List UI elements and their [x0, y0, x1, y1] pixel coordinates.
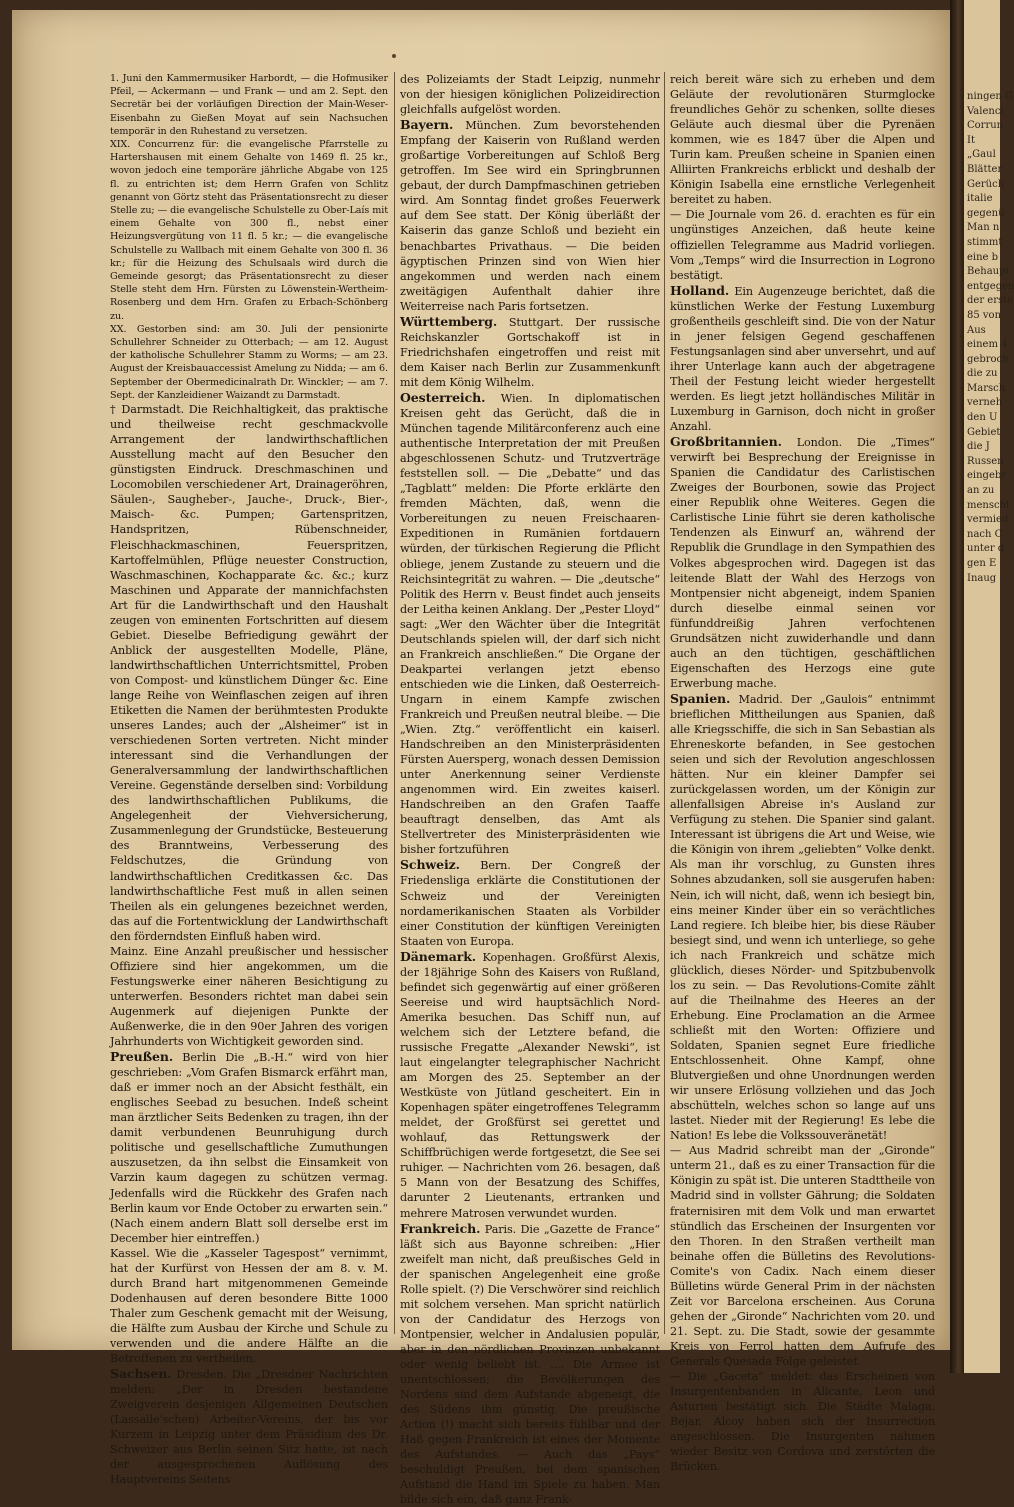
next-page-fragment-line: ningen G [967, 91, 1014, 102]
next-page-fragment-line: It [967, 134, 975, 146]
article-sachsen [110, 1366, 388, 1487]
heading-spanien: Spanien. [670, 690, 731, 706]
next-page-fragment-line: Behaupt [967, 266, 1010, 278]
text-frankreich: Paris. Die „Gazette de France“ läßt sich aus Bayonne schreiben: „Hier zweifelt man nicht, daß preußisches Geld in der spanischen Angelegenheit eine große Rolle spielt. (?) Die Verschwörer sind reichlich mit solchem versehen. Man spricht natürlich von der Candidatur des Herzogs von Montpensier, welcher in Andalusien populär, aber in den nördlichen Provinzen unbekannt oder wenig beliebt ist. .... Die Armee ist unentschlossen; die Bevölkerungen des Nordens sind dem Aufstande abgeneigt, die des Südens ihm günstig. Die preußische Action (!) macht sich bereits fühlbar und der Haß gegen Frankreich ist eines der Momente des Aufstandes. — Auch das „Pays“ beschuldigt Preußen, bei dem spanischen Aufstand die Hand im Spiele zu haben. Man bilde sich ein, daß ganz Frank- [400, 1222, 660, 1507]
text-spanien: Madrid. Der „Gaulois“ entnimmt brieflichen Mittheilungen aus Spanien, daß alle Kriegsschiffe, die sich in San Sebastian als Ehreneskorte befanden, in See gestochen seien und sich der Revolution angeschlossen hätten. Nur ein kleiner Dampfer sei zurückgelassen worden, um der Königin zur allenfallsigen Abreise in's Ausland zur Verfügung zu stehen. Die Spanier sind galant. Interessant ist übrigens die Art und Weise, wie die Königin von ihrem „geliebten“ Volke denkt. Als man ihr vorschlug, zu Gunsten ihres Sohnes abzudanken, soll sie ausgerufen haben: Nein, ich will nicht, daß, wenn ich besiegt bin, eins meiner Kinder über ein so verächtliches Land regiere. Ich bleibe hier, bis diese Räuber besiegt sind, und wenn ich unterliege, so gehe ich nach Frankreich und schätze mich glücklich, dieses Nörder- und Spitzbubenvolk los zu sein. — Das Revolutions-Comite zählt auf die Theilnahme des Heeres an der Erhebung. Eine Proclamation an die Armee schließt mit den Worten: Offiziere und Soldaten, Spanien segnet Eure friedliche Entschlossenheit. Ohne Kampf, ohne Blutvergießen und ohne Unordnungen werden wir unsere Erlösung vollziehen und das Joch abschütteln, welches schon so lange auf uns lastet. Nieder mit der Regierung! Es lebe die Nation! Es lebe die Volkssouveränetät! [670, 692, 935, 1143]
column-divider-2 [664, 72, 665, 1334]
article-journale: — Die Journale vom 26. d. erachten es für ein ungünstiges Anzeichen, daß heute keine offiziellen Telegramme aus Madrid vorliegen. Vom „Temps“ wird die Insurrection in Logrono bestätigt. [670, 208, 935, 282]
next-page-fragment-line: Russen [967, 455, 1004, 467]
heading-holland: Holland. [670, 282, 730, 298]
heading-preussen: Preußen. [110, 1049, 174, 1065]
next-page-fragment-line: menschl [967, 499, 1010, 511]
next-page-fragment-line: die zu [967, 368, 998, 380]
article-grossbritannien [670, 434, 935, 691]
next-page-fragment-line: Aus [967, 324, 986, 336]
article-appointments: 1. Juni den Kammermusiker Harbordt, — die Hofmusiker Pfeil, — Ackermann — und Frank — und am 2. Sept. den Secretär bei der vorläufigen Direction der Main-Weser-Eisenbahn zu Gießen Moyat auf sein Nachsuchen temporär in den Ruhestand zu versetzen. [110, 73, 388, 137]
article-frankreich-cont: reich bereit wäre sich zu erheben und dem Geläute der revolutionären Sturmglocke freundliches Gehör zu schenken, sollte dieses Geläute auch diesmal über die Pyrenäen kommen, wie es 1847 über die Alpen und Turin kam. Preußen scheine in Spanien einen Alliirten Frankreichs erblickt und deshalb der Königin Isabella eine ernstliche Verlegenheit bereitet zu haben. [670, 73, 935, 207]
next-page-fragment-line: den U [967, 412, 998, 424]
next-page-fragment-line: eingebr [967, 470, 1007, 482]
article-holland [670, 283, 935, 434]
next-page-fragment-line: Corrun [967, 120, 1004, 132]
column-divider-1 [394, 72, 395, 1334]
next-page-fragment-line: gegenü [967, 207, 1005, 219]
article-spanien [670, 691, 935, 1143]
heading-daenemark: Dänemark. [400, 948, 477, 964]
next-page-fragment-line: unter d [967, 543, 1005, 555]
article-leipzig-cont: des Polizeiamts der Stadt Leipzig, nunmehr von der hiesigen königlichen Polizeidirection gleichfalls aufgelöst worden. [400, 73, 660, 117]
text-grossbritannien: London. Die „Times“ verwirft bei Besprechung der Ereignisse in Spanien die Candidatur des Carlistischen Zweiges der Bourbonen, sowie das Project einer Republik ohne Weiteres. Gegen die Carlistische Linie führt sie deren katholische Tendenzen als Einwurf an, während der Republik die Grundlage in den Sympathien des Volkes abgesprochen wird. Dagegen ist das leitende Blatt der Wahl des Herzogs von Montpensier nicht abgeneigt, indem Spanien durch dieselbe einmal seinen vor fünfunddreißig Jahren verfochtenen Grundsätzen nicht zuwiderhandle und dann auch an den tüchtigen, geschäftlichen Eigenschaften des Herzogs eine gute Erwerbung mache. [670, 436, 935, 690]
text-daenemark: Kopenhagen. Großfürst Alexis, der 18jährige Sohn des Kaisers von Rußland, befindet sich gegenwärtig auf einer größeren Seereise und wird hauptsächlich Nord-Amerika besuchen. Das Schiff nun, auf welchem sich der Letztere befand, die russische Fregatte „Alexander Newski“, ist laut eingelangter telegraphischer Nachricht am Morgen des 25. September an der Westküste von Jütland gescheitert. Ein in Kopenhagen später eingetroffenes Telegramm meldet, der Großfürst sei gerettet und wohlauf, das Rettungswerk der Schiffbrüchigen werde fortgesetzt, die See sei ruhiger. — Nachrichten vom 26. besagen, daß 5 Mann von der Besatzung des Schiffes, darunter 2 Lieutenants, ertranken und mehrere Matrosen verwundet wurden. [400, 950, 660, 1220]
next-page-fragment-line: Man n [967, 222, 1000, 234]
next-page-fragment-line: nach C [967, 528, 1003, 540]
article-bayern [400, 117, 660, 314]
article-schweiz [400, 857, 660, 948]
next-page-fragment-line: gen E [967, 558, 997, 569]
text-schweiz: Bern. Der Congreß der Friedensliga erklärte die Constitutionen der Schweiz und der Vereinigten nordamerikanischen Staaten als Vorbilder einer Constitution der künftigen Vereinigten Staaten von Europa. [400, 859, 660, 948]
next-page-fragment-line: Gerüch [967, 178, 1005, 190]
next-page-fragment-line: die J [967, 441, 990, 453]
article-wuerttemberg [400, 314, 660, 390]
next-page-fragment-line: eine b [967, 251, 999, 263]
article-mainz: Mainz. Eine Anzahl preußischer und hessischer Offiziere sind hier angekommen, um die Festungswerke einer näheren Besichtigung zu unterwerfen. Besonders richtet man dabei sein Augenmerk auf diejenigen Punkte der Außenwerke, die in den 90er Jahren des vorigen Jahrhunderts von Wichtigkeit geworden sind. [110, 944, 388, 1049]
newspaper-page [12, 10, 950, 1507]
heading-oesterreich: Oesterreich. [400, 389, 486, 405]
column-2 [400, 72, 660, 1507]
article-frankreich [400, 1221, 660, 1507]
book-gutter [950, 0, 964, 1373]
next-page-fragment-line: „Gaul [967, 149, 996, 161]
next-page-fragment-line: Gebiet [967, 426, 1001, 438]
next-page-fragment-line: gebroch [967, 353, 1009, 365]
heading-frankreich: Frankreich. [400, 1220, 481, 1236]
article-madrid-gironde: — Aus Madrid schreibt man der „Gironde“ unterm 21., daß es zu einer Transaction für die Königin zu spät ist. Die unteren Stadttheile von Madrid sind in vollster Gährung; die Soldaten fraternisiren mit dem Volk und man erwartet stündlich das Erscheinen der Insurgenten vor den Thoren. In den Straßen vertheilt man beinahe offen die Bülletins des Revolutions-Comite's von Cadix. Nach einem dieser Bülletins würde General Prim in der nächsten Zeit vor Barcelona erscheinen. Aus Coruna gehen der „Gironde“ Nachrichten vom 20. und 21. Sept. zu. Die Stadt, sowie der gesammte Kreis von Ferrol hatten dem Aufrufe des Generals Quesada Folge geleistet. [670, 1144, 935, 1368]
next-page-fragment-line: Blätter [967, 163, 1003, 175]
next-page-fragments [964, 0, 1014, 586]
next-page-edge [964, 0, 1014, 1373]
heading-grossbritannien: Großbritannien. [670, 434, 782, 450]
next-page-fragment-line: der erste [967, 295, 1014, 307]
article-concurrenz: XIX. Concurrenz für: die evangelische Pfarrstelle zu Hartershausen mit einem Gehalte von 1469 fl. 25 kr., wovon jedoch eine temporäre jährliche Abgabe von 125 fl. zu entrichten ist; dem Herrn Grafen von Schlitz genannt von Görtz steht das Präsentationsrecht zu dieser Stelle zu; — die evangelische Schulstelle zu Ober-Laís mit einem Gehalte von 300 fl., nebst einer Heizungsvergütung von 11 fl. 5 kr.; — die evangelische Schulstelle zu Wallbach mit einem Gehalte von 300 fl. 36 kr.; für die Heizung des Schulsaals wird durch die Gemeinde gesorgt; das Präsentationsrecht zu dieser Stelle steht dem Hrn. Fürsten zu Löwenstein-Wertheim-Rosenberg und dem Hrn. Grafen zu Erbach-Schönberg zu. [110, 139, 388, 322]
column-1 [110, 72, 388, 1487]
article-preussen [110, 1049, 388, 1246]
next-page-fragment-line: entgegen [967, 280, 1014, 292]
heading-sachsen: Sachsen. [110, 1366, 172, 1382]
next-page-fragment-line: verneh [967, 397, 1003, 409]
article-daenemark [400, 949, 660, 1221]
next-page-fragment-line: Inaug [967, 572, 997, 584]
next-page-fragment-line: vermied [967, 514, 1009, 526]
next-page-fragment-line: Marsch [967, 382, 1006, 394]
article-gestorben: XX. Gestorben sind: am 30. Juli der pensionirte Schullehrer Schneider zu Otterbach; — am 12. August der katholische Schullehrer Stamm zu Worms; — am 23. August der Kreisbauaccessist Amelung zu Nidda; — am 6. September der Obermedicinalrath Dr. Winckler; — am 7. Sept. der Kanzleidiener Waizandt zu Darmstadt. [110, 323, 388, 401]
heading-schweiz: Schweiz. [400, 857, 460, 873]
ink-dot [392, 54, 396, 58]
next-page-fragment-line: einem 4 [967, 339, 1008, 351]
next-page-fragment-line: Valenci [967, 105, 1004, 117]
article-darmstadt: † Darmstadt. Die Reichhaltigkeit, das praktische und theilweise recht geschmackvolle Arrangement der landwirthschaftlichen Ausstellung macht auf den Besucher den günstigsten Eindruck. Dreschmaschinen und Locomobilen verschiedener Art, Drainageröhren, Säulen-, Saugheber-, Jauche-, Druck-, Bier-, Maisch- &c. Pumpen; Gartenspritzen, Handspritzen, Rübenschneider, Fleischhackmaschinen, Feuerspritzen, Kartoffelmühlen, Pflüge neuester Construction, Waschmaschinen, Kochapparate &c. &c.; kurz Maschinen und Apparate der mannichfachsten Art für die Landwirthschaft und den Haushalt zeugen von eminenten Fortschritten auf diesem Gebiet. Dieselbe Befriedigung gewährt der Anblick der ausgestellten Modelle, Pläne, landwirthschaftlichen Unterrichtsmittel, Proben von Compost- und künstlichem Dünger &c. Eine lange Reihe von Weinflaschen zeigen auf ihren Etiketten die Namen der berühmtesten Produkte unseres Landes; auch der „Alsheimer“ ist in verschiedenen Sorten vertreten. Nicht minder interessant sind die Verhandlungen der Generalversammlung der landwirthschaftlichen Vereine. Gegenstände derselben sind: Vorbildung des landwirthschaftlichen Publikums, die Angelegenheit der Viehversicherung, Zusammenlegung der Grundstücke, Besteuerung des Branntweins, Verbesserung des Feldschutzes, die Gründung von landwirthschaftlichen Creditkassen &c. Das landwirthschaftliche Fest muß in allen seinen Theilen als ein gelungenes bezeichnet werden, das auf die Fortentwicklung der Landwirthschaft den förderndsten Einfluß haben wird. [110, 403, 388, 943]
text-holland: Ein Augenzeuge berichtet, daß die künstlichen Werke der Festung Luxemburg großentheils geschleift sind. Die von der Natur in jener felsigen Gegend geschaffenen Festungsanlagen sind aber unversehrt, und auf ihrer Unterlage kann auch der abgetragene Theil der Festung leicht wieder hergestellt werden. Es liegt jetzt holländisches Militär in Luxemburg in Garnison, doch nicht in großer Anzahl. [670, 284, 935, 434]
text-wuerttemberg: Stuttgart. Der russische Reichskanzler Gortschakoff ist in Friedrichshafen eingetroffen und reist mit dem Kaiser nach Berlin zur Zusammenkunft mit dem König Wilhelm. [400, 315, 660, 389]
article-gaceta: — Die „Gaceta“ meldet: das Erscheinen von Insurgentenbanden in Alicante, Leon und Asturien bestätigt sich. Die Städte Malaga, Bejar, Alcoy haben sich der Insurrection angeschlossen. Die Insurgenten nahmen wieder Besitz von Cordova und zerstörten die Brücken. [670, 1370, 935, 1474]
next-page-fragment-line: italie [967, 193, 993, 205]
text-bayern: München. Zum bevorstehenden Empfang der Kaiserin von Rußland werden großartige Vorbereitungen auf Schloß Berg getroffen. Im See wird ein Springbrunnen gebaut, der durch Dampfmaschinen getrieben wird. Am Sonntag findet großes Feuerwerk auf dem See statt. Der König überläßt der Kaiserin das ganze Schloß und bezieht ein benachbartes Privathaus. — Die beiden ägyptischen Prinzen sind von Wien hier angekommen und werden nach einem zweitägigen Aufenthalt dahier ihre Weiterreise nach Paris fortsetzen. [400, 119, 660, 313]
next-page-fragment-line: 85 von [967, 309, 1002, 321]
article-oesterreich [400, 390, 660, 857]
column-3 [670, 72, 935, 1474]
next-page-fragment-line: an zu [967, 485, 995, 497]
text-oesterreich: Wien. In diplomatischen Kreisen geht das Gerücht, daß die in München tagende Militärconferenz auch eine authentische Interpretation der mit Preußen abgeschlossenen Schutz- und Trutzverträge feststellen soll. — Die „Debatte“ und das „Tagblatt“ melden: Die Pforte erklärte den fremden Mächten, daß, wenn die Vorbereitungen zu neuen Freischaaren-Expeditionen in Rumänien fortdauern würden, der türkischen Regierung die Pflicht obliege, jenem Zustande zu steuern und die Reichsintegrität zu wahren. — Die „deutsche“ Politik des Herrn v. Beust findet auch jenseits der Leitha keinen Anklang. Der „Pester Lloyd“ sagt: „Wer den Wächter über die Integrität Deutschlands spielen will, der darf sich nicht an Frankreich anschließen.“ Die Organe der Deakpartei verlangen jetzt ebenso entschieden wie die Linken, daß Oesterreich-Ungarn in einem Kampfe zwischen Frankreich und Preußen neutral bleibe. — Die „Wien. Ztg.“ veröffentlicht ein kaiserl. Handschreiben an den Ministerpräsidenten Fürsten Auersperg, wonach dessen Demission unter Anerkennung seiner Verdienste angenommen wird. Ein zweites kaiserl. Handschreiben an den Grafen Taaffe beauftragt denselben, das Amt als Stellvertreter des Ministerpräsidenten wie bisher fortzuführen [400, 391, 660, 857]
article-kassel: Kassel. Wie die „Kasseler Tagespost“ vernimmt, hat der Kurfürst von Hessen der am 8. v. M. durch Brand hart mitgenommenen Gemeinde Dodenhausen auf deren besondere Bitte 1000 Thaler zum Geschenk gemacht mit der Weisung, die Hälfte zum Ausbau der Kirche und Schule zu verwenden und die andere Hälfte an die Betroffenen zu vertheilen. [110, 1246, 388, 1366]
next-page-fragment-line: stimmt [967, 236, 1003, 248]
heading-wuerttemberg: Württemberg. [400, 313, 498, 329]
text-sachsen: Dresden. Die „Dresdner Nachrichten melden: „Der in Dresden bestandene Zweigverein desjenigen Allgemeinen Deutschen (Lassalle'schen) Arbeiter-Vereins, der bis vor Kurzem in Leipzig unter dem Präsidium des Dr. Schweizer aus Berlin seinen Sitz hatte, ist nach der ausgesprochenen Auflösung des Hauptvereins Seitens [110, 1368, 388, 1487]
heading-bayern: Bayern. [400, 117, 454, 133]
text-preussen: Berlin Die „B.-H.“ wird von hier geschrieben: „Vom Grafen Bismarck erfährt man, daß er immer noch an der Absicht festhält, ein englisches Seebad zu besuchen. Indeß scheint man ärztlicher Seits Bedenken zu tragen, ihn der damit verbundenen Beunruhigung durch politische und gesellschaftliche Zumuthungen auszusetzen, da ihn selbst die Einsamkeit von Varzin kaum dagegen zu schützen vermag. Jedenfalls wird die Rückkehr des Grafen nach Berlin kaum vor Ende October zu erwarten sein.“ (Nach einem andern Blatt soll derselbe erst im December hier eintreffen.) [110, 1051, 388, 1245]
